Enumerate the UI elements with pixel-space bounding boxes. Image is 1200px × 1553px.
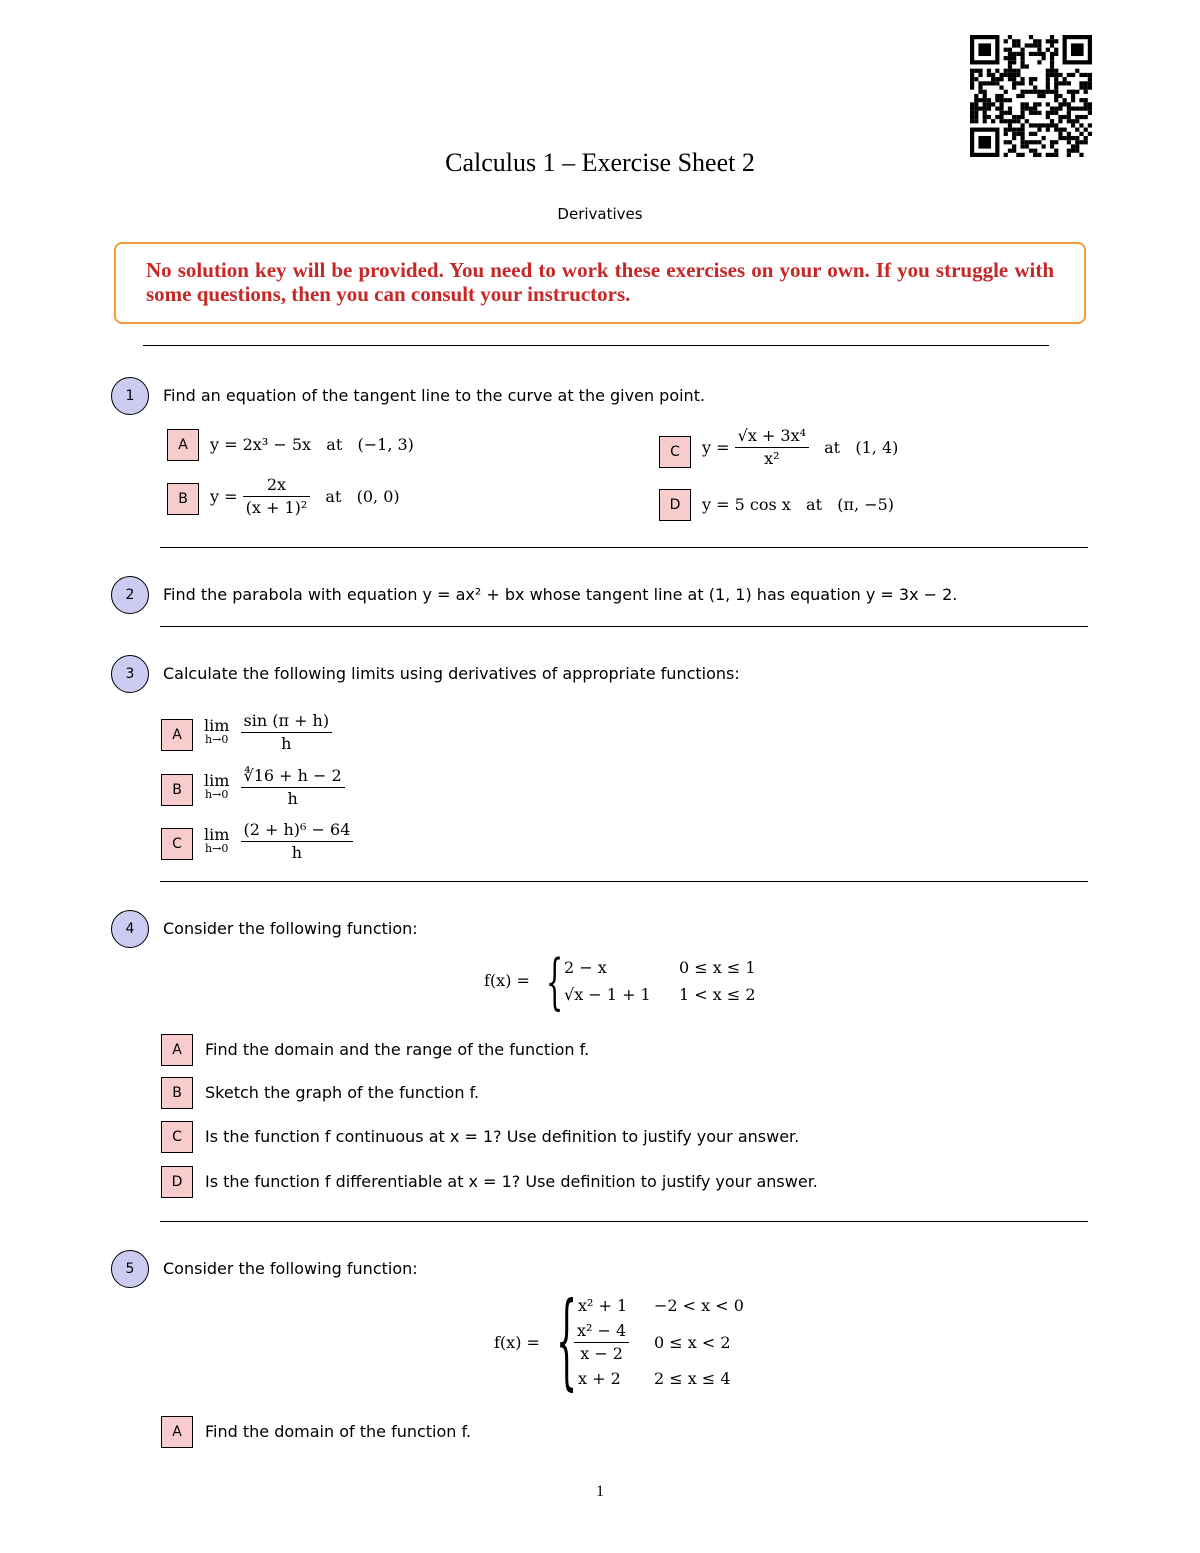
page-title: Calculus 1 – Exercise Sheet 2 <box>445 148 755 177</box>
divider <box>143 345 1049 346</box>
function-4-case-2-expr: √x − 1 + 1 <box>564 985 651 1004</box>
item-1c-tail: at (1, 4) <box>824 438 899 457</box>
item-3c-denominator: h <box>291 843 303 862</box>
item-3b-numerator: ∜16 + h − 2 <box>241 765 345 788</box>
item-5a-text: Find the domain of the function f. <box>205 1422 472 1441</box>
item-badge-4d: D <box>161 1166 193 1198</box>
item-4d-text: Is the function f differentiable at x = 1? Use definition to justify your answer. <box>205 1172 818 1191</box>
item-1a-expr: y = 2x³ − 5x at (−1, 3) <box>210 435 414 454</box>
item-3a-fraction <box>241 710 333 755</box>
question-5-prompt: Consider the following function: <box>163 1259 418 1278</box>
item-3a-denominator: h <box>281 734 292 753</box>
page-number: 1 <box>596 1483 604 1500</box>
item-4a-text: Find the domain and the range of the function f. <box>205 1040 590 1059</box>
item-4b-text: Sketch the graph of the function f. <box>205 1083 480 1102</box>
item-badge-3c: C <box>161 828 193 860</box>
item-3a-numerator: sin (π + h) <box>241 710 333 733</box>
function-5-case-3-expr: x + 2 <box>578 1369 621 1388</box>
item-4c-text: Is the function f continuous at x = 1? Use definition to justify your answer. <box>205 1127 800 1146</box>
question-number-4: 4 <box>111 910 149 948</box>
function-5-case-1-expr: x² + 1 <box>578 1296 628 1315</box>
notice-box <box>114 242 1086 324</box>
item-1c-expr <box>702 425 898 470</box>
item-badge-1b: B <box>167 483 199 515</box>
function-4-lhs: f(x) = <box>484 971 530 990</box>
item-3c-expr <box>204 819 353 864</box>
item-3c-lim <box>204 824 230 856</box>
item-3a-lim-sub: h→0 <box>205 732 229 746</box>
item-badge-3a: A <box>161 719 193 751</box>
function-5-lhs: f(x) = <box>494 1333 540 1352</box>
item-badge-3b: B <box>161 774 193 806</box>
item-1b-tail: at (0, 0) <box>325 487 400 506</box>
item-3b-lim-word: lim <box>204 770 230 790</box>
function-5-case-2-denominator: x − 2 <box>580 1344 623 1363</box>
item-badge-1a: A <box>167 429 199 461</box>
function-4-brace: { <box>546 947 564 1017</box>
function-5-brace: { <box>556 1279 578 1401</box>
item-3b-expr <box>204 765 345 810</box>
item-badge-1c: C <box>659 436 691 468</box>
item-3c-lim-sub: h→0 <box>205 841 229 855</box>
item-3a-expr <box>204 710 332 755</box>
qr-code <box>970 35 1092 157</box>
item-3c-fraction <box>241 819 354 864</box>
page-subtitle: Derivatives <box>557 205 643 223</box>
function-4-case-2-cond: 1 < x ≤ 2 <box>679 985 756 1004</box>
item-badge-4c: C <box>161 1121 193 1153</box>
function-5-case-3-cond: 2 ≤ x ≤ 4 <box>654 1369 731 1388</box>
question-number-2: 2 <box>111 576 149 614</box>
divider <box>160 626 1088 627</box>
item-1b-numerator: 2x <box>243 474 311 497</box>
item-1c-denominator: x² <box>764 449 780 468</box>
item-1d-expr: y = 5 cos x at (π, −5) <box>702 495 895 514</box>
item-1b-lhs: y = <box>210 487 238 506</box>
item-badge-4b: B <box>161 1077 193 1109</box>
item-badge-4a: A <box>161 1034 193 1066</box>
item-3c-lim-word: lim <box>204 824 230 844</box>
function-5-case-2-numerator: x² − 4 <box>574 1320 629 1343</box>
divider <box>160 1221 1088 1222</box>
item-1c-lhs: y = <box>702 438 730 457</box>
item-3b-lim-sub: h→0 <box>205 787 229 801</box>
item-3b-fraction <box>241 765 345 810</box>
question-number-3: 3 <box>111 655 149 693</box>
function-5-case-2-fraction <box>574 1320 629 1365</box>
item-badge-1d: D <box>659 489 691 521</box>
item-1c-numerator: √x + 3x⁴ <box>735 425 809 448</box>
divider <box>160 881 1088 882</box>
function-5-case-2-expr <box>574 1320 629 1365</box>
item-3b-lim <box>204 770 230 802</box>
item-3c-numerator: (2 + h)⁶ − 64 <box>241 819 354 842</box>
item-3a-lim-word: lim <box>204 715 230 735</box>
question-4-prompt: Consider the following function: <box>163 919 418 938</box>
notice-text: No solution key will be provided. You need to work these exercises on your own. If you struggle with some questions, then you can consult your instructors. <box>146 258 1054 306</box>
question-number-5: 5 <box>111 1250 149 1288</box>
item-1b-expr <box>210 474 400 519</box>
item-3a-lim <box>204 715 230 747</box>
item-3b-denominator: h <box>287 789 298 808</box>
divider <box>160 547 1088 548</box>
item-badge-5a: A <box>161 1416 193 1448</box>
function-5-case-1-cond: −2 < x < 0 <box>654 1296 744 1315</box>
item-1c-fraction <box>735 425 809 470</box>
question-2-prompt: Find the parabola with equation y = ax² + bx whose tangent line at (1, 1) has equation y = 3x − 2. <box>163 585 958 604</box>
question-3-prompt: Calculate the following limits using derivatives of appropriate functions: <box>163 664 740 683</box>
question-1-prompt: Find an equation of the tangent line to the curve at the given point. <box>163 386 706 405</box>
function-4-case-1-expr: 2 − x <box>564 958 607 977</box>
function-5-case-2-cond: 0 ≤ x < 2 <box>654 1333 731 1352</box>
function-4-case-1-cond: 0 ≤ x ≤ 1 <box>679 958 756 977</box>
item-1b-fraction <box>243 474 311 519</box>
item-1b-denominator: (x + 1)² <box>245 498 308 517</box>
question-number-1: 1 <box>111 377 149 415</box>
